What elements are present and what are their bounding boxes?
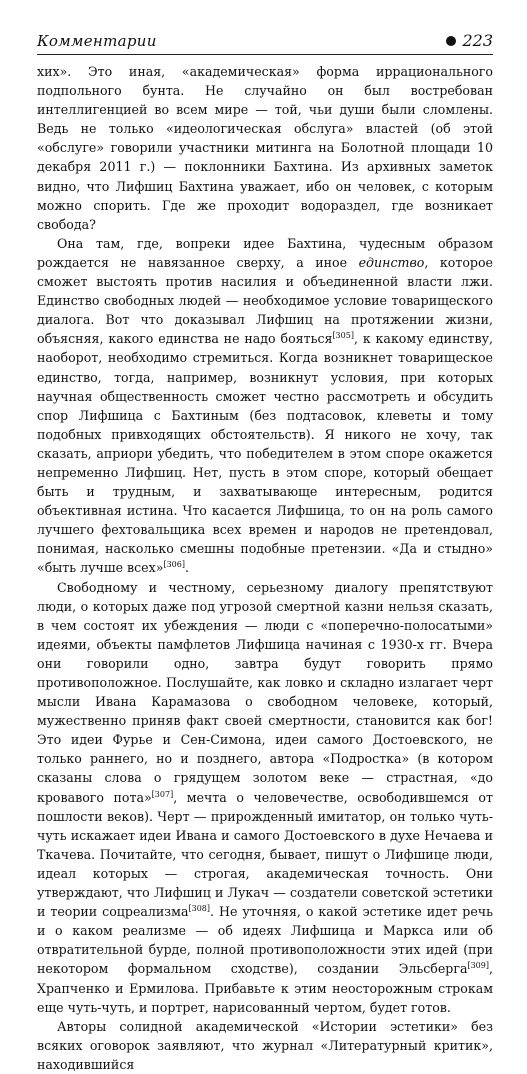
footnote-ref: [308]: [188, 903, 210, 913]
footnote-ref: [305]: [332, 331, 354, 341]
text-run: хих». Это иная, «академическая» форма иррационального подпольного бунта. Не случайно он был востребован интеллигенцией во всем мире — той, чьи души были сломлены. Ведь не только «идеологическая обслуга» властей (об этой «обслуге» говорили участники митинга на Болотной площади 10 декабря 2011 г.) — поклонники Бахтина. Из архивных заметок видно, что Лифшиц Бахтина уважает, ибо он человек, с которым можно спорить. Где же проходит водораздел, где возникает свобода?: [37, 64, 493, 232]
text-run: . Не уточняя, о какой эстетике идет речь и о каком реализме — об идеях Лифшица и Маркса или об отвратительной бурде, полной противоположности этих идей (при некотором формальном сходстве), создании Эльсберга: [37, 904, 493, 977]
text-run: , к какому единству, наоборот, необходимо стремиться. Когда возникнет товарищеское единство, тогда, например, возникнут условия, при которых научная общественность сможет честно рассмотреть и обсудить спор Лифшица с Бахтиным (без подтасовок, клеветы и тому подобных привходящих обстоятельств). Я никого не хочу, так сказать, априори убедить, что победителем в этом споре окажется непременно Лифшиц. Нет, пусть в этом споре, который обещает быть и трудным, и захватывающе интересным, родится объективная истина. Что касается Лифшица, то он на роль самого лучшего фехтовальщика всех времен и народов не претендовал, понимая, насколько смешны подобные претензии. «Да и стыдно» «быть лучше всех»: [37, 331, 493, 576]
text-run: Авторы солидной академической «Истории эстетики» без всяких оговорок заявляют, что журнал «Литературный критик», находившийся: [37, 1018, 493, 1072]
paragraph: [37, 578, 493, 1017]
running-title: Комментарии: [37, 32, 157, 50]
paragraph: [37, 62, 493, 234]
footnote-ref: [306]: [163, 560, 185, 570]
text-run: Она там, где, вопреки идее Бахтина, чудесным образом рождается не навязанное сверху, а иное: [37, 235, 493, 270]
text-run: Свободному и честному, серьезному диалогу препятствуют люди, о которых даже под угрозой смертной казни нельзя сказать, в чем состоят их убеждения — люди с «поперечно-полосатыми» идеями, объекты памфлетов Лифшица начиная с 1930-х гг. Вчера они говорили одно, завтра будут говорить прямо противоположное. Послушайте, как ловко и складно излагает черт мысли Ивана Карамазова о свободном человеке, который, мужественно приняв факт своей смертности, становится как бог! Это идеи Фурье и Сен-Симона, идеи самого Достоевского, не только раннего, но и позднего, автора «Подростка» (в котором сказаны слова о грядущем золотом веке — страстная, «до кровавого пота»: [37, 579, 493, 805]
text-run: , мечта о человечестве, освободившемся от пошлости веков). Черт — прирожденный имитатор, он только чуть-чуть искажает идеи Ивана и самого Достоевского в духе Нечаева и Ткачева. Почитайте, что сегодня, бывает, пишут о Лифшице люди, идеал которых — строгая, академическая точность. Они утверждают, что Лифшиц и Лукач — создатели советской эстетики и теории соцреализма: [37, 789, 493, 920]
body-text: [37, 62, 493, 1074]
bullet-icon: [446, 36, 456, 46]
running-header: [37, 30, 493, 55]
footnote-ref: [309]: [467, 961, 489, 971]
paragraph: [37, 234, 493, 578]
page-number: 223: [462, 31, 493, 50]
page-number-group: [446, 31, 493, 50]
text-run: , Храпченко и Ермилова. Прибавьте к этим неосторожным строкам еще чуть-чуть, и портрет, нарисованный чертом, будет готов.: [37, 961, 493, 1015]
text-run: .: [184, 560, 189, 576]
footnote-ref: [307]: [151, 789, 174, 799]
emphasis-text: единство: [358, 254, 425, 270]
paragraph: [37, 1017, 493, 1074]
text-run: , которое сможет выстоять против насилия и объединенной власти лжи. Единство свободных людей — необходимое условие товарищеского диалога. Вот что доказывал Лифшиц на протяжении жизни, объясняя, какого единства не надо бояться: [37, 254, 493, 347]
